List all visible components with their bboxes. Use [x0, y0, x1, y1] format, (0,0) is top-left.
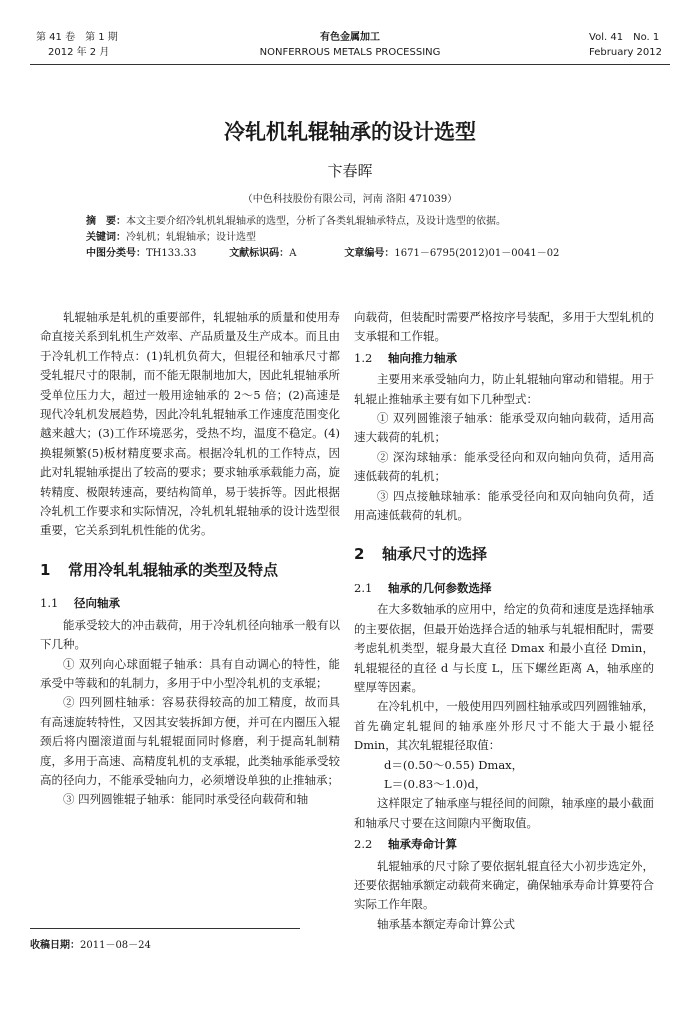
subsection-title: 轴承的几何参数选择 [388, 580, 492, 595]
section-1-2-heading [354, 349, 654, 368]
paragraph: 在大多数轴承的应用中，给定的负荷和速度是选择轴承的主要依据，但最开始选择合适的轴承与轧辊相配时，需要考虑轧机类型，辊身最大直径 Dmax 和最小直径 Dmin，轧辊辊径的直径 d 与长度 L，压下螺丝距离 A，轴承座的壁厚等因素。 [354, 602, 654, 694]
header-right [589, 30, 662, 60]
section-1-heading [40, 561, 340, 580]
intro-paragraph: 轧辊轴承是轧机的重要部件，轧辊轴承的质量和使用寿命直接关系到轧机生产效率、产品质量及生产成本。而且由于冷轧机工作特点：(1)轧机负荷大，但辊径和轴承尺寸都受轧辊尺寸的限制，而不能无限制地加大，因此轧辊轴承所受单位压力大，超过一般用途轴承的 2～5 倍；(2)高速是现代冷轧机发展趋势，因此冷轧轧辊轴承工作速度范围变化越来越大；(3)工作环境恶劣，受热不均，温度不稳定。(4)换辊频繁(5)板材精度要求高。根据冷轧机的工作特点，因此对轧辊轴承提出了较高的要求；要求轴承承载能力高，旋转精度、极限转速高，要结构简单，易于装拆等。因此根据冷轧机工作要求和实际情况，冷轧机轧辊轴承的设计选型很重要，它关系到轧机性能的优劣。 [40, 310, 340, 538]
keywords-label: 关键词： [86, 232, 126, 243]
date-en: February 2012 [589, 47, 662, 58]
keywords [86, 230, 640, 246]
section-2-1-heading [354, 579, 654, 598]
paragraph: 主要用来承受轴向力，防止轧辊轴向窜动和错辊。用于轧辊止推轴承主要有如下几种型式： [354, 372, 654, 406]
journal-name-en: NONFERROUS METALS PROCESSING [259, 47, 441, 58]
formula: L＝(0.83～1.0)d， [384, 776, 487, 791]
volume-issue-en: Vol. 41 No. 1 [589, 32, 660, 43]
list-item: ③ 四点接触球轴承：能承受径向和双向轴向负荷，适用高速低载荷的轧机。 [354, 488, 654, 523]
left-column [40, 308, 340, 810]
section-1-1-heading [40, 594, 340, 613]
abstract-label: 摘 要： [86, 216, 126, 227]
paragraph: 轴承基本额定寿命计算公式 [377, 916, 515, 931]
paragraph: 这样限定了轴承座与辊径间的间隙，轴承座的最小截面和轴承尺寸要在这间隙内平衡取值。 [354, 796, 654, 830]
section-number: 1 [40, 560, 51, 579]
subsection-number: 1.1 [40, 596, 59, 611]
paper-title: 冷轧机轧辊轴承的设计选型 [224, 120, 476, 144]
paragraph: 能承受较大的冲击载荷，用于冷轧机径向轴承一般有以下几种。 [40, 617, 340, 652]
abstract-text: 本文主要介绍冷轧机轧辊轴承的选型，分析了各类轧辊轴承特点，及设计选型的依据。 [126, 216, 506, 227]
section-title: 轴承尺寸的选择 [382, 545, 488, 564]
affiliation: （中色科技股份有限公司，河南 洛阳 471039） [242, 194, 458, 205]
paragraph: 轧辊轴承的尺寸除了要依据轧辊直径大小初步选定外，还要依据轴承额定动载荷来确定，确保轴承寿命计算要符合实际工作年限。 [354, 858, 654, 912]
clc-label: 中图分类号： [86, 248, 146, 259]
section-2-heading [354, 545, 654, 564]
clc-number: TH133.33 [146, 248, 197, 259]
page-header [30, 30, 670, 66]
received-date-label: 收稿日期： [30, 940, 80, 951]
keywords-text: 冷轧机；轧辊轴承；设计选型 [126, 232, 256, 243]
subsection-title: 轴承寿命计算 [388, 837, 457, 852]
date-cn: 2012 年 2 月 [48, 47, 110, 58]
subsection-number: 2.1 [354, 580, 373, 595]
section-2-2-heading [354, 835, 654, 854]
received-date-footnote [30, 928, 300, 951]
subsection-title: 径向轴承 [74, 596, 120, 611]
article-number-label: 文章编号： [344, 248, 395, 259]
paragraph: 在冷轧机中，一般使用四列圆柱轴承或四列圆锥轴承，首先确定轧辊间的轴承座外形尺寸不能大于最小辊径 Dmin，其次轧辊辊径取值： [354, 699, 654, 753]
classification-row [86, 246, 640, 262]
doc-code-label: 文献标识码： [229, 248, 290, 259]
list-item: ③ 四列圆锥辊子轴承：能同时承受径向载荷和轴 [63, 792, 309, 807]
list-item: ① 双列向心球面辊子轴承：具有自动调心的特性，能承受中等载和的轧制力，多用于中小型冷轧机的支承辊； [40, 656, 340, 690]
author: 卞春晖 [327, 162, 373, 180]
abstract [86, 214, 640, 230]
received-date: 2011－08－24 [80, 940, 151, 951]
article-number: 1671－6795(2012)01－0041－02 [394, 248, 560, 259]
volume-issue-cn: 第 41 卷 第 1 期 [36, 32, 118, 43]
journal-name-cn: 有色金属加工 [320, 32, 380, 43]
subsection-number: 1.2 [354, 350, 373, 365]
subsection-number: 2.2 [354, 837, 373, 852]
header-rule [30, 64, 670, 65]
section-title: 常用冷轧轧辊轴承的类型及特点 [68, 560, 279, 579]
paper-meta [86, 214, 640, 262]
list-item: ① 双列圆锥滚子轴承：能承受双向轴向载荷，适用高速大载荷的轧机； [354, 411, 654, 445]
paragraph-continued: 向载荷，但装配时需要严格按序号装配，多用于大型轧机的支承辊和工作辊。 [354, 310, 654, 344]
list-item: ② 四列圆柱轴承：容易获得较高的加工精度，故而具有高速旋转特性，又因其安装拆卸方便，并可在内圈压入辊颈后将内圈滚道面与轧辊辊面同时修磨，利于提高轧制精度，多用于高速、高精度轧机的支承辊，此类轴承能承受较高的径向力，不能承受轴向力，必须增设单独的止推轴承； [40, 695, 340, 787]
doc-code: A [289, 248, 297, 259]
right-column [354, 308, 654, 934]
section-number: 2 [354, 545, 365, 564]
subsection-title: 轴向推力轴承 [388, 350, 457, 365]
header-center [30, 30, 670, 60]
list-item: ② 深沟球轴承：能承受径向和双向轴向负荷，适用高速低载荷的轧机； [354, 449, 654, 484]
formula: d＝(0.50～0.55) Dmax， [384, 757, 524, 772]
